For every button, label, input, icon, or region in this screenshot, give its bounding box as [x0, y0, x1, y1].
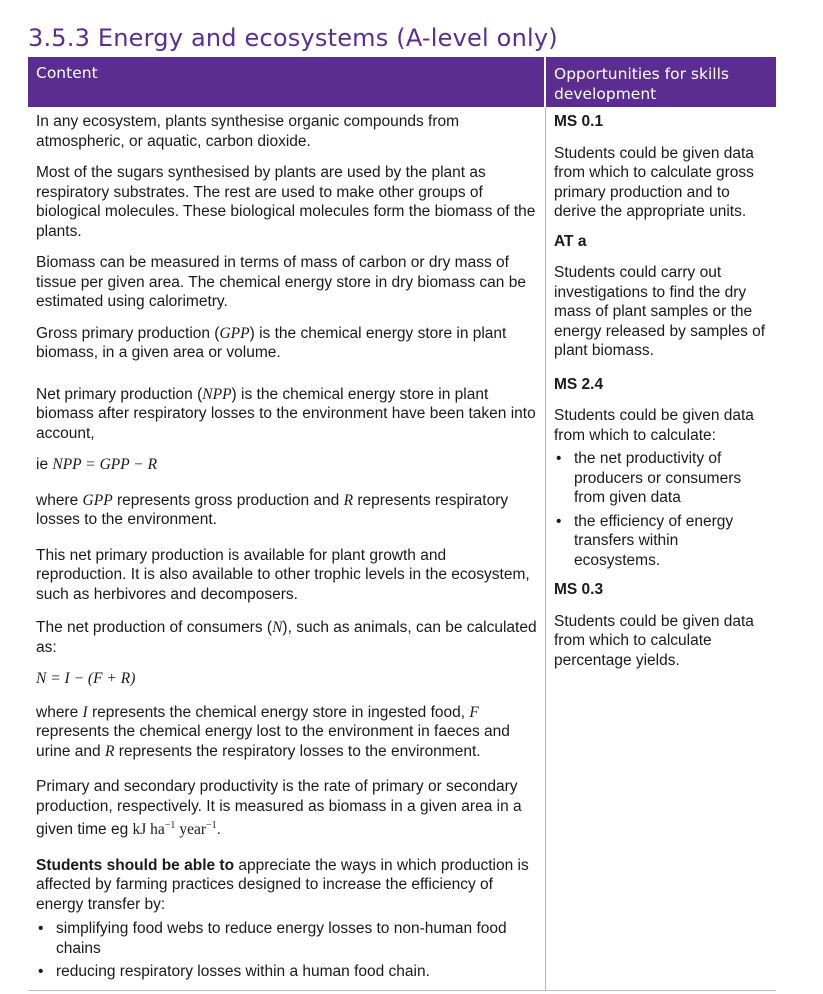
paragraph: where I represents the chemical energy store in ingested food, F represents the chemical energy lost to the environment in faeces and urine and R represents the respiratory losses to the environment. — [36, 703, 510, 760]
skill-text: Students could be given data from which to calculate percentage yields. — [554, 612, 754, 669]
skill-heading: MS 0.1 — [554, 113, 604, 130]
paragraph: The net production of consumers (N), such as animals, can be calculated as: — [36, 619, 537, 656]
equation-npp: ie NPP = GPP − R — [36, 456, 158, 473]
list-item: • the efficiency of energy transfers within ecosystems. — [554, 512, 768, 571]
skill-heading: MS 0.3 — [554, 581, 604, 598]
bullet-list — [36, 919, 537, 990]
skill-text: Students could be given data from which to calculate gross primary production and to derive the appropriate units. — [554, 144, 754, 220]
paragraph-gpp: Gross primary production (GPP) is the chemical energy store in plant biomass, in a given area or volume. — [36, 324, 507, 361]
paragraph: In any ecosystem, plants synthesise organic compounds from atmospheric, or aquatic, carbon dioxide. — [36, 113, 460, 150]
paragraph-npp: Net primary production (NPP) is the chemical energy store in plant biomass after respiratory losses to the environment have been taken into account, — [36, 385, 536, 442]
equation-consumers: N = I − (F + R) — [36, 670, 136, 687]
paragraph: Most of the sugars synthesised by plants are used by the plant as respiratory substrates. The rest are used to make other groups of biological molecules. These biological molecules form the biomass of the plants. — [36, 164, 536, 240]
spec-table — [28, 57, 776, 991]
table-body — [28, 107, 776, 991]
list-item: • simplifying food webs to reduce energy losses to non-human food chains — [36, 919, 537, 958]
paragraph: Students should be able to appreciate the ways in which production is affected by farming practices designed to increase the efficiency of energy transfer by: — [36, 856, 529, 913]
skill-text: Students could carry out investigations to find the dry mass of plant samples or the energy released by samples of plant biomass. — [554, 264, 766, 359]
table-header — [28, 57, 776, 107]
skills-column — [546, 107, 776, 990]
skill-heading: MS 2.4 — [554, 375, 604, 393]
paragraph: where GPP represents gross production and R represents respiratory losses to the environment. — [36, 491, 509, 528]
paragraph: This net primary production is available for plant growth and reproduction. It is also available to other trophic levels in the ecosystem, such as herbivores and decomposers. — [36, 546, 530, 603]
paragraph: Primary and secondary productivity is the rate of primary or secondary production, respectively. It is measured as biomass in a given area in a given time eg kJ $ha^{-1}$ year$^{-1}$. — [36, 778, 522, 839]
header-content: Content — [28, 57, 546, 107]
skill-heading: AT a — [554, 232, 587, 250]
skills-bullet-list — [554, 449, 768, 570]
section-title: 3.5.3 Energy and ecosystems (A-level only) — [28, 24, 558, 52]
paragraph: Biomass can be measured in terms of mass of carbon or dry mass of tissue per given area. The chemical energy store in dry biomass can be estimated using calorimetry. — [36, 254, 526, 310]
list-item: • reducing respiratory losses within a human food chain. — [36, 962, 537, 982]
content-column — [28, 107, 546, 990]
skill-text: Students could be given data from which to calculate: — [554, 407, 754, 444]
list-item: • the net productivity of producers or consumers from given data — [554, 449, 768, 508]
header-skills: Opportunities for skills development — [554, 65, 729, 103]
